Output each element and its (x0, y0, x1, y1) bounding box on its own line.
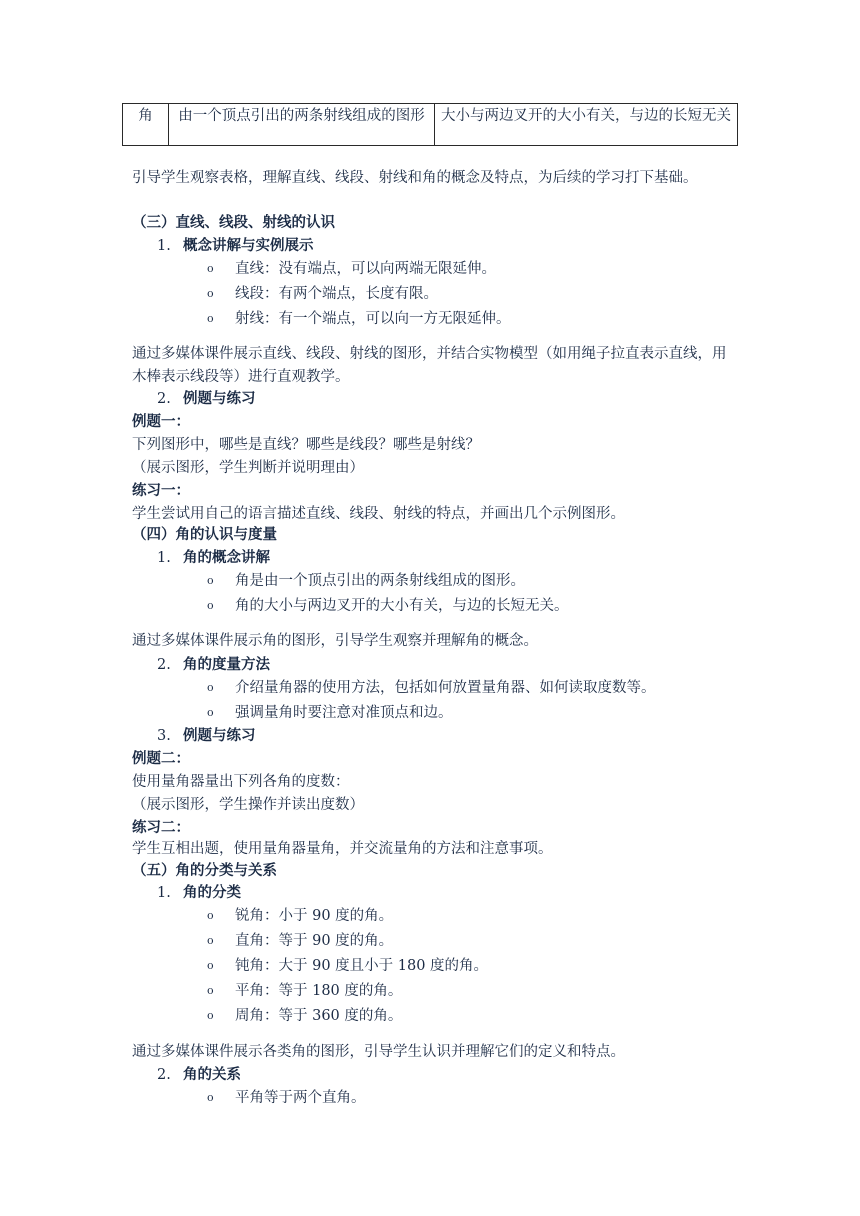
list-item: 平角等于两个直角。 (235, 1090, 366, 1106)
table-cell-definition: 由一个顶点引出的两条射线组成的图形 (169, 104, 435, 146)
example-note: （展示图形，学生判断并说明理由） (132, 460, 364, 476)
subsection-title: 例题与练习 (183, 391, 256, 407)
bullet-icon: o (207, 909, 214, 922)
list-item: 锐角：小于 90 度的角。 (235, 908, 394, 924)
list-number: 3. (157, 728, 171, 744)
bullet-icon: o (207, 599, 214, 612)
body-paragraph: 通过多媒体课件展示角的图形，引导学生观察并理解角的概念。 (132, 633, 538, 649)
bullet-icon: o (207, 934, 214, 947)
subsection-title: 角的分类 (183, 885, 241, 901)
subsection-title: 例题与练习 (183, 728, 256, 744)
bullet-icon: o (207, 262, 214, 275)
bullet-icon: o (207, 681, 214, 694)
practice-text: 学生互相出题，使用量角器量角，并交流量角的方法和注意事项。 (132, 841, 553, 857)
bullet-icon: o (207, 984, 214, 997)
practice-label: 练习一： (132, 483, 190, 499)
list-item: 直角：等于 90 度的角。 (235, 933, 394, 949)
section-heading: （五）角的分类与关系 (132, 863, 277, 879)
bullet-icon: o (207, 287, 214, 300)
bullet-icon: o (207, 1091, 214, 1104)
example-text: 使用量角器量出下列各角的度数： (132, 774, 350, 790)
example-label: 例题二： (132, 751, 190, 767)
list-item: 射线：有一个端点，可以向一方无限延伸。 (235, 311, 511, 327)
list-number: 2. (157, 657, 171, 673)
bullet-icon: o (207, 574, 214, 587)
list-number: 1. (157, 550, 171, 566)
list-item: 介绍量角器的使用方法，包括如何放置量角器、如何读取度数等。 (235, 680, 656, 696)
example-text: 下列图形中，哪些是直线？哪些是线段？哪些是射线？ (132, 437, 480, 453)
definition-table (122, 103, 738, 146)
list-item: 角是由一个顶点引出的两条射线组成的图形。 (235, 573, 525, 589)
list-item: 直线：没有端点，可以向两端无限延伸。 (235, 261, 496, 277)
list-item: 线段：有两个端点，长度有限。 (235, 286, 438, 302)
list-item: 周角：等于 360 度的角。 (235, 1008, 403, 1024)
table-cell-property: 大小与两边叉开的大小有关，与边的长短无关 (435, 104, 738, 146)
section-heading: （四）角的认识与度量 (132, 527, 277, 543)
list-number: 2. (157, 391, 171, 407)
section-heading: （三）直线、线段、射线的认识 (132, 215, 335, 231)
bullet-icon: o (207, 706, 214, 719)
subsection-title: 角的概念讲解 (183, 550, 270, 566)
intro-paragraph: 引导学生观察表格，理解直线、线段、射线和角的概念及特点，为后续的学习打下基础。 (132, 170, 698, 186)
list-number: 1. (157, 238, 171, 254)
list-item: 钝角：大于 90 度且小于 180 度的角。 (235, 958, 489, 974)
example-label: 例题一： (132, 414, 190, 430)
subsection-title: 角的度量方法 (183, 657, 270, 673)
bullet-icon: o (207, 312, 214, 325)
list-number: 2. (157, 1067, 171, 1083)
list-number: 1. (157, 885, 171, 901)
subsection-title: 角的关系 (183, 1067, 241, 1083)
table-cell-term: 角 (123, 104, 169, 146)
practice-label: 练习二： (132, 820, 190, 836)
table-row (123, 104, 738, 146)
subsection-title: 概念讲解与实例展示 (183, 238, 314, 254)
practice-text: 学生尝试用自己的语言描述直线、线段、射线的特点，并画出几个示例图形。 (132, 506, 625, 522)
bullet-icon: o (207, 1009, 214, 1022)
body-paragraph: 通过多媒体课件展示各类角的图形，引导学生认识并理解它们的定义和特点。 (132, 1044, 625, 1060)
body-paragraph: 通过多媒体课件展示直线、线段、射线的图形，并结合实物模型（如用绳子拉直表示直线，用木棒表示线段等）进行直观教学。 (132, 346, 727, 385)
example-note: （展示图形，学生操作并读出度数） (132, 797, 364, 813)
bullet-icon: o (207, 959, 214, 972)
list-item: 平角：等于 180 度的角。 (235, 983, 403, 999)
list-item: 角的大小与两边叉开的大小有关，与边的长短无关。 (235, 598, 569, 614)
list-item: 强调量角时要注意对准顶点和边。 (235, 705, 453, 721)
